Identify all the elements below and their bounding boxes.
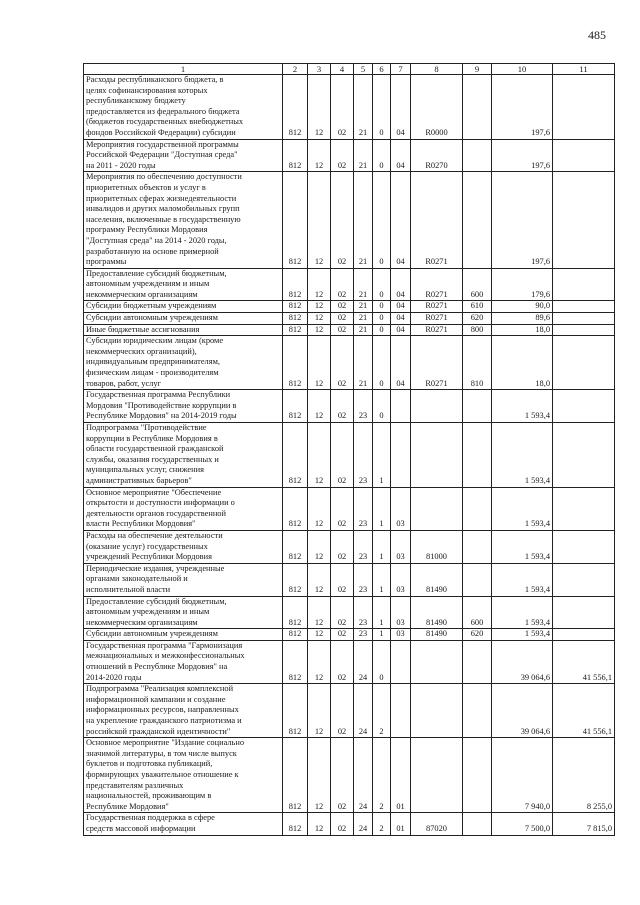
- column-header-10: 10: [492, 64, 553, 75]
- amount-year-1: 197,6: [492, 139, 553, 172]
- amount-year-1: 1 593,4: [492, 487, 553, 530]
- row-description: Основное мероприятие "Издание социально значимой литературы, в том числе выпуск буклетов и подготовка публикаций, формирующих уважительное отношение к представителям различных национальностей, проживающим в Республике Мордовия": [84, 738, 283, 813]
- amount-year-1: 7 500,0: [492, 813, 553, 835]
- code-section: 12: [308, 336, 331, 390]
- table-row: [84, 530, 615, 563]
- code-subsection: 02: [331, 423, 354, 488]
- code-direction: [411, 684, 463, 738]
- row-description: Предоставление субсидий бюджетным, автономным учреждениям и иным некоммерческим организациям: [84, 268, 283, 301]
- code-subsection: 02: [331, 313, 354, 325]
- row-description: Подпрограмма "Противодействие коррупции в Республике Мордовия в области государственной гражданской службы, оказания государственных и муниципальных услуг, снижения административных барьеров": [84, 423, 283, 488]
- code-expense-type: [463, 530, 492, 563]
- amount-year-1: 7 940,0: [492, 738, 553, 813]
- code-program: 24: [354, 813, 373, 835]
- code-subprogram: 0: [373, 268, 391, 301]
- amount-year-1: 90,0: [492, 301, 553, 313]
- row-description: Субсидии юридическим лицам (кроме некоммерческих организаций), индивидуальным предпринимателям, физическим лицам - производителям товаров, работ, услуг: [84, 336, 283, 390]
- table-row: [84, 390, 615, 423]
- amount-year-1: 197,6: [492, 172, 553, 268]
- code-main-activity: 04: [391, 313, 411, 325]
- code-expense-type: [463, 172, 492, 268]
- code-main-activity: 03: [391, 487, 411, 530]
- code-subprogram: 0: [373, 336, 391, 390]
- code-ministry: 812: [283, 813, 308, 835]
- amount-year-1: 1 593,4: [492, 629, 553, 641]
- amount-year-2: [553, 563, 615, 596]
- code-direction: R0000: [411, 75, 463, 140]
- code-expense-type: [463, 684, 492, 738]
- code-direction: 81490: [411, 596, 463, 629]
- amount-year-2: [553, 172, 615, 268]
- column-header-9: 9: [463, 64, 492, 75]
- code-subprogram: 1: [373, 563, 391, 596]
- code-ministry: 812: [283, 390, 308, 423]
- amount-year-2: 41 556,1: [553, 640, 615, 683]
- table-row: [84, 75, 615, 140]
- code-main-activity: 03: [391, 629, 411, 641]
- code-subprogram: 2: [373, 684, 391, 738]
- column-header-5: 5: [354, 64, 373, 75]
- code-ministry: 812: [283, 738, 308, 813]
- code-section: 12: [308, 530, 331, 563]
- code-expense-type: 610: [463, 301, 492, 313]
- code-main-activity: 04: [391, 139, 411, 172]
- code-subsection: 02: [331, 813, 354, 835]
- code-subprogram: 1: [373, 423, 391, 488]
- code-subprogram: 0: [373, 301, 391, 313]
- row-description: Расходы республиканского бюджета, в целях софинансирования которых республиканскому бюджету предоставляется из федерального бюджета (бюджетов государственных внебюджетных фондов Российской Федерации) субсидии: [84, 75, 283, 140]
- row-description: Мероприятия государственной программы Российской Федерации "Доступная среда" на 2011 - 2020 годы: [84, 139, 283, 172]
- code-program: 21: [354, 268, 373, 301]
- code-expense-type: [463, 390, 492, 423]
- code-subsection: 02: [331, 301, 354, 313]
- amount-year-2: [553, 336, 615, 390]
- code-main-activity: 04: [391, 268, 411, 301]
- code-ministry: 812: [283, 172, 308, 268]
- code-program: 24: [354, 684, 373, 738]
- code-ministry: 812: [283, 684, 308, 738]
- amount-year-2: [553, 301, 615, 313]
- row-description: Субсидии автономным учреждениям: [84, 313, 283, 325]
- code-subprogram: 1: [373, 629, 391, 641]
- code-subprogram: 0: [373, 172, 391, 268]
- code-direction: R0271: [411, 172, 463, 268]
- code-subsection: 02: [331, 390, 354, 423]
- row-description: Расходы на обеспечение деятельности (оказание услуг) государственных учреждений Республики Мордовия: [84, 530, 283, 563]
- row-description: Субсидии автономным учреждениям: [84, 629, 283, 641]
- table-row: [84, 139, 615, 172]
- code-direction: R0271: [411, 324, 463, 336]
- code-program: 23: [354, 530, 373, 563]
- amount-year-1: 18,0: [492, 324, 553, 336]
- code-subprogram: 2: [373, 813, 391, 835]
- code-section: 12: [308, 301, 331, 313]
- row-description: Государственная поддержка в сфере средств массовой информации: [84, 813, 283, 835]
- column-header-4: 4: [331, 64, 354, 75]
- code-ministry: 812: [283, 313, 308, 325]
- amount-year-1: 1 593,4: [492, 423, 553, 488]
- code-direction: R0271: [411, 301, 463, 313]
- code-ministry: 812: [283, 563, 308, 596]
- code-program: 23: [354, 563, 373, 596]
- code-program: 21: [354, 313, 373, 325]
- amount-year-2: [553, 75, 615, 140]
- budget-table: [83, 63, 615, 836]
- table-header-row: [84, 64, 615, 75]
- code-subprogram: 0: [373, 75, 391, 140]
- amount-year-2: [553, 596, 615, 629]
- amount-year-1: 89,6: [492, 313, 553, 325]
- code-ministry: 812: [283, 487, 308, 530]
- row-description: Субсидии бюджетным учреждениям: [84, 301, 283, 313]
- code-expense-type: [463, 813, 492, 835]
- code-main-activity: 04: [391, 336, 411, 390]
- amount-year-1: 39 064,6: [492, 640, 553, 683]
- code-main-activity: [391, 390, 411, 423]
- code-main-activity: 04: [391, 172, 411, 268]
- code-subsection: 02: [331, 596, 354, 629]
- amount-year-1: 39 064,6: [492, 684, 553, 738]
- column-header-7: 7: [391, 64, 411, 75]
- code-section: 12: [308, 324, 331, 336]
- amount-year-2: [553, 324, 615, 336]
- amount-year-1: 197,6: [492, 75, 553, 140]
- code-expense-type: [463, 487, 492, 530]
- code-section: 12: [308, 596, 331, 629]
- code-subsection: 02: [331, 629, 354, 641]
- code-section: 12: [308, 313, 331, 325]
- row-description: Мероприятия по обеспечению доступности приоритетных объектов и услуг в приоритетных сферах жизнедеятельности инвалидов и других маломобильных групп населения, включенные в государственную программу Республики Мордовия "Доступная среда" на 2014 - 2020 годы, разработанную на основе примерной программы: [84, 172, 283, 268]
- column-header-8: 8: [411, 64, 463, 75]
- amount-year-2: 41 556,1: [553, 684, 615, 738]
- code-expense-type: 600: [463, 268, 492, 301]
- amount-year-2: [553, 423, 615, 488]
- table-row: [84, 324, 615, 336]
- table-row: [84, 684, 615, 738]
- code-program: 23: [354, 487, 373, 530]
- code-subprogram: 0: [373, 640, 391, 683]
- code-ministry: 812: [283, 596, 308, 629]
- code-direction: [411, 487, 463, 530]
- table-row: [84, 301, 615, 313]
- code-subsection: 02: [331, 738, 354, 813]
- code-ministry: 812: [283, 423, 308, 488]
- code-ministry: 812: [283, 629, 308, 641]
- code-direction: [411, 390, 463, 423]
- code-subsection: 02: [331, 75, 354, 140]
- amount-year-1: 179,6: [492, 268, 553, 301]
- code-direction: 81490: [411, 629, 463, 641]
- amount-year-1: 18,0: [492, 336, 553, 390]
- page-number: 485: [588, 28, 606, 42]
- amount-year-2: [553, 139, 615, 172]
- amount-year-2: [553, 487, 615, 530]
- code-subprogram: 0: [373, 390, 391, 423]
- code-subsection: 02: [331, 336, 354, 390]
- amount-year-1: 1 593,4: [492, 390, 553, 423]
- code-ministry: 812: [283, 640, 308, 683]
- row-description: Государственная программа "Гармонизация межнациональных и межконфессиональных отношений в Республике Мордовия" на 2014-2020 годы: [84, 640, 283, 683]
- code-main-activity: 03: [391, 563, 411, 596]
- code-program: 21: [354, 301, 373, 313]
- code-main-activity: 01: [391, 738, 411, 813]
- code-ministry: 812: [283, 268, 308, 301]
- code-program: 21: [354, 324, 373, 336]
- table-row: [84, 313, 615, 325]
- table-row: [84, 629, 615, 641]
- code-direction: [411, 423, 463, 488]
- code-main-activity: 04: [391, 301, 411, 313]
- code-program: 21: [354, 139, 373, 172]
- code-subsection: 02: [331, 487, 354, 530]
- table-row: [84, 563, 615, 596]
- column-header-2: 2: [283, 64, 308, 75]
- code-program: 23: [354, 629, 373, 641]
- table-row: [84, 487, 615, 530]
- row-description: Предоставление субсидий бюджетным, автономным учреждениям и иным некоммерческим организациям: [84, 596, 283, 629]
- code-subprogram: 0: [373, 313, 391, 325]
- code-expense-type: 600: [463, 596, 492, 629]
- code-main-activity: 04: [391, 324, 411, 336]
- amount-year-1: 1 593,4: [492, 563, 553, 596]
- code-ministry: 812: [283, 336, 308, 390]
- amount-year-1: 1 593,4: [492, 596, 553, 629]
- code-main-activity: 03: [391, 530, 411, 563]
- code-program: 21: [354, 75, 373, 140]
- code-main-activity: 03: [391, 596, 411, 629]
- code-section: 12: [308, 423, 331, 488]
- code-program: 23: [354, 390, 373, 423]
- code-direction: 87020: [411, 813, 463, 835]
- code-section: 12: [308, 390, 331, 423]
- code-subsection: 02: [331, 324, 354, 336]
- code-direction: R0271: [411, 336, 463, 390]
- row-description: Иные бюджетные ассигнования: [84, 324, 283, 336]
- row-description: Государственная программа Республики Мордовия "Противодействие коррупции в Республике Мордовия" на 2014-2019 годы: [84, 390, 283, 423]
- code-ministry: 812: [283, 530, 308, 563]
- code-expense-type: [463, 75, 492, 140]
- amount-year-2: [553, 390, 615, 423]
- code-subprogram: 1: [373, 596, 391, 629]
- column-header-1: 1: [84, 64, 283, 75]
- code-expense-type: [463, 139, 492, 172]
- code-ministry: 812: [283, 301, 308, 313]
- code-direction: [411, 738, 463, 813]
- column-header-11: 11: [553, 64, 615, 75]
- code-program: 21: [354, 172, 373, 268]
- row-description: Периодические издания, учрежденные органами законодательной и исполнительной власти: [84, 563, 283, 596]
- code-main-activity: [391, 640, 411, 683]
- column-header-6: 6: [373, 64, 391, 75]
- table-row: [84, 172, 615, 268]
- code-subsection: 02: [331, 139, 354, 172]
- table-row: [84, 268, 615, 301]
- code-section: 12: [308, 813, 331, 835]
- code-subsection: 02: [331, 640, 354, 683]
- code-subsection: 02: [331, 172, 354, 268]
- code-section: 12: [308, 563, 331, 596]
- code-section: 12: [308, 268, 331, 301]
- code-main-activity: [391, 684, 411, 738]
- code-subprogram: 1: [373, 530, 391, 563]
- row-description: Основное мероприятие "Обеспечение открытости и доступности информации о деятельности органов государственной власти Республики Мордовия": [84, 487, 283, 530]
- code-main-activity: 04: [391, 75, 411, 140]
- column-header-3: 3: [308, 64, 331, 75]
- code-expense-type: [463, 423, 492, 488]
- code-subsection: 02: [331, 684, 354, 738]
- code-program: 23: [354, 596, 373, 629]
- amount-year-2: 7 815,0: [553, 813, 615, 835]
- code-expense-type: [463, 640, 492, 683]
- code-direction: R0271: [411, 313, 463, 325]
- code-program: 24: [354, 640, 373, 683]
- code-section: 12: [308, 640, 331, 683]
- table-row: [84, 596, 615, 629]
- table-row: [84, 423, 615, 488]
- table-row: [84, 640, 615, 683]
- amount-year-2: [553, 629, 615, 641]
- code-subsection: 02: [331, 563, 354, 596]
- code-expense-type: 810: [463, 336, 492, 390]
- code-section: 12: [308, 738, 331, 813]
- code-section: 12: [308, 139, 331, 172]
- amount-year-2: 8 255,0: [553, 738, 615, 813]
- code-direction: R0270: [411, 139, 463, 172]
- code-program: 24: [354, 738, 373, 813]
- code-direction: R0271: [411, 268, 463, 301]
- amount-year-2: [553, 313, 615, 325]
- code-main-activity: 01: [391, 813, 411, 835]
- code-subsection: 02: [331, 268, 354, 301]
- code-subprogram: 0: [373, 139, 391, 172]
- code-section: 12: [308, 684, 331, 738]
- code-expense-type: 620: [463, 629, 492, 641]
- code-section: 12: [308, 75, 331, 140]
- code-expense-type: 620: [463, 313, 492, 325]
- table-row: [84, 813, 615, 835]
- amount-year-2: [553, 268, 615, 301]
- code-program: 23: [354, 423, 373, 488]
- code-ministry: 812: [283, 139, 308, 172]
- code-section: 12: [308, 487, 331, 530]
- row-description: Подпрограмма "Реализация комплексной информационной кампании и создание информационных ресурсов, направленных на укрепление гражданского патриотизма и российской гражданской идентичности": [84, 684, 283, 738]
- code-expense-type: [463, 563, 492, 596]
- code-program: 21: [354, 336, 373, 390]
- code-section: 12: [308, 629, 331, 641]
- code-expense-type: [463, 738, 492, 813]
- code-subprogram: 0: [373, 324, 391, 336]
- code-expense-type: 800: [463, 324, 492, 336]
- code-direction: 81490: [411, 563, 463, 596]
- code-direction: [411, 640, 463, 683]
- code-ministry: 812: [283, 324, 308, 336]
- amount-year-1: 1 593,4: [492, 530, 553, 563]
- code-section: 12: [308, 172, 331, 268]
- code-subprogram: 1: [373, 487, 391, 530]
- code-main-activity: [391, 423, 411, 488]
- amount-year-2: [553, 530, 615, 563]
- code-subsection: 02: [331, 530, 354, 563]
- code-ministry: 812: [283, 75, 308, 140]
- code-direction: 81000: [411, 530, 463, 563]
- table-row: [84, 738, 615, 813]
- table-row: [84, 336, 615, 390]
- code-subprogram: 2: [373, 738, 391, 813]
